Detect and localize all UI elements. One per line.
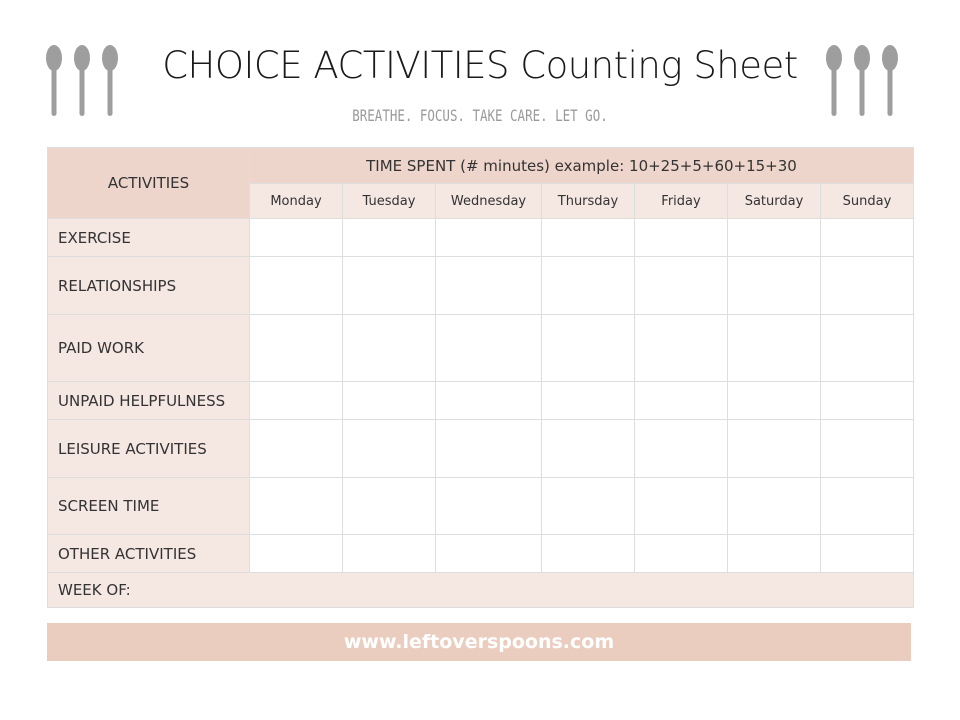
- entry-cell[interactable]: [542, 257, 635, 315]
- row-label-screen-time: SCREEN TIME: [48, 478, 250, 535]
- week-of-label[interactable]: WEEK OF:: [48, 573, 914, 608]
- entry-cell[interactable]: [821, 219, 914, 257]
- entry-cell[interactable]: [728, 420, 821, 478]
- entry-cell[interactable]: [436, 382, 542, 420]
- entry-cell[interactable]: [250, 257, 343, 315]
- entry-cell[interactable]: [250, 315, 343, 382]
- table-row-screen-time: [48, 478, 914, 535]
- row-label-relationships: RELATIONSHIPS: [48, 257, 250, 315]
- activities-header: ACTIVITIES: [48, 148, 250, 219]
- entry-cell[interactable]: [821, 478, 914, 535]
- entry-cell[interactable]: [343, 535, 436, 573]
- row-label-other-activities: OTHER ACTIVITIES: [48, 535, 250, 573]
- entry-cell[interactable]: [821, 420, 914, 478]
- day-header-wednesday: Wednesday: [436, 184, 542, 219]
- page-title: CHOICE ACTIVITIES Counting Sheet: [162, 44, 798, 87]
- entry-cell[interactable]: [728, 535, 821, 573]
- entry-cell[interactable]: [250, 382, 343, 420]
- entry-cell[interactable]: [250, 219, 343, 257]
- entry-cell[interactable]: [436, 478, 542, 535]
- day-header-tuesday: Tuesday: [343, 184, 436, 219]
- entry-cell[interactable]: [343, 257, 436, 315]
- entry-cell[interactable]: [728, 219, 821, 257]
- entry-cell[interactable]: [728, 315, 821, 382]
- entry-cell[interactable]: [635, 219, 728, 257]
- footer-website-link[interactable]: www.leftoverspoons.com: [47, 623, 911, 661]
- table-row-other-activities: [48, 535, 914, 573]
- entry-cell[interactable]: [821, 257, 914, 315]
- entry-cell[interactable]: [542, 478, 635, 535]
- day-header-saturday: Saturday: [728, 184, 821, 219]
- day-header-sunday: Sunday: [821, 184, 914, 219]
- time-spent-header: TIME SPENT (# minutes) example: 10+25+5+60+15+30: [250, 148, 914, 184]
- entry-cell[interactable]: [728, 257, 821, 315]
- entry-cell[interactable]: [635, 382, 728, 420]
- entry-cell[interactable]: [343, 478, 436, 535]
- row-label-leisure-activities: LEISURE ACTIVITIES: [48, 420, 250, 478]
- day-header-friday: Friday: [635, 184, 728, 219]
- entry-cell[interactable]: [250, 478, 343, 535]
- entry-cell[interactable]: [436, 257, 542, 315]
- day-header-monday: Monday: [250, 184, 343, 219]
- entry-cell[interactable]: [436, 535, 542, 573]
- entry-cell[interactable]: [635, 535, 728, 573]
- row-label-exercise: EXERCISE: [48, 219, 250, 257]
- entry-cell[interactable]: [821, 535, 914, 573]
- entry-cell[interactable]: [343, 219, 436, 257]
- entry-cell[interactable]: [635, 257, 728, 315]
- activity-table: [47, 147, 914, 608]
- week-of-row: [48, 573, 914, 608]
- table-row-relationships: [48, 257, 914, 315]
- page-subtitle: BREATHE. FOCUS. TAKE CARE. LET GO.: [352, 106, 608, 125]
- entry-cell[interactable]: [821, 315, 914, 382]
- table-row-leisure-activities: [48, 420, 914, 478]
- table-row-exercise: [48, 219, 914, 257]
- entry-cell[interactable]: [728, 382, 821, 420]
- entry-cell[interactable]: [250, 420, 343, 478]
- entry-cell[interactable]: [436, 315, 542, 382]
- entry-cell[interactable]: [542, 315, 635, 382]
- table-row-unpaid-helpfulness: [48, 382, 914, 420]
- entry-cell[interactable]: [343, 420, 436, 478]
- entry-cell[interactable]: [821, 382, 914, 420]
- entry-cell[interactable]: [635, 420, 728, 478]
- table-row-paid-work: [48, 315, 914, 382]
- entry-cell[interactable]: [343, 315, 436, 382]
- entry-cell[interactable]: [542, 420, 635, 478]
- entry-cell[interactable]: [635, 478, 728, 535]
- entry-cell[interactable]: [436, 420, 542, 478]
- entry-cell[interactable]: [542, 535, 635, 573]
- entry-cell[interactable]: [542, 382, 635, 420]
- entry-cell[interactable]: [542, 219, 635, 257]
- entry-cell[interactable]: [436, 219, 542, 257]
- entry-cell[interactable]: [250, 535, 343, 573]
- entry-cell[interactable]: [635, 315, 728, 382]
- row-label-unpaid-helpfulness: UNPAID HELPFULNESS: [48, 382, 250, 420]
- entry-cell[interactable]: [343, 382, 436, 420]
- row-label-paid-work: PAID WORK: [48, 315, 250, 382]
- entry-cell[interactable]: [728, 478, 821, 535]
- day-header-thursday: Thursday: [542, 184, 635, 219]
